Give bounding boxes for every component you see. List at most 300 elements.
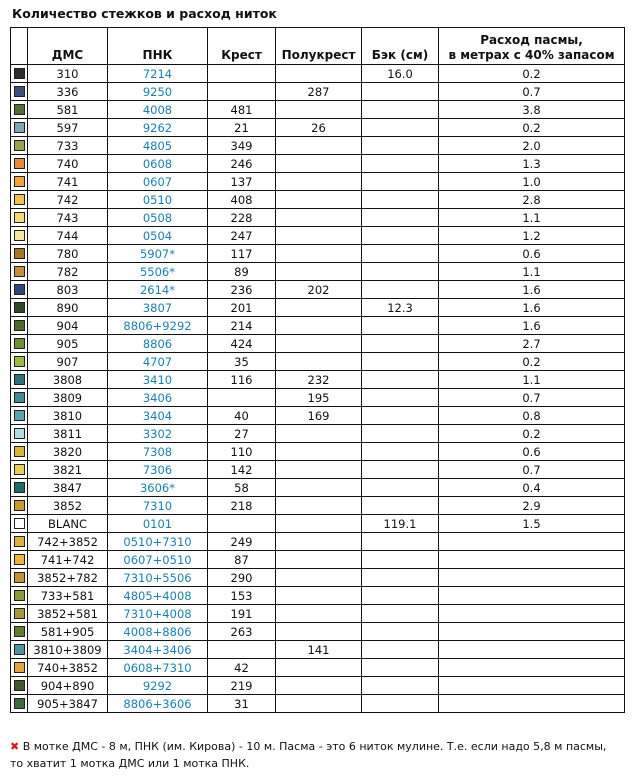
color-swatch: [14, 626, 25, 637]
table-row: [11, 533, 625, 551]
color-swatch: [14, 194, 25, 205]
cell-half-cross: [276, 425, 362, 443]
cell-cross: 228: [208, 209, 276, 227]
cell-dmc: BLANC: [28, 515, 108, 533]
cell-cross: 21: [208, 119, 276, 137]
table-row: [11, 263, 625, 281]
cell-pnk: 5907*: [108, 245, 208, 263]
cell-usage: 0.8: [439, 407, 625, 425]
cell-pnk: 7306: [108, 461, 208, 479]
color-swatch: [14, 248, 25, 259]
cell-half-cross: 232: [276, 371, 362, 389]
table-row: [11, 641, 625, 659]
cell-backstitch: [362, 569, 439, 587]
table-row: [11, 479, 625, 497]
table-row: [11, 551, 625, 569]
cross-mark-icon: ✖: [10, 740, 20, 753]
cell-pnk: 3406: [108, 389, 208, 407]
header-dmc: ДМС: [28, 28, 108, 65]
table-row: [11, 137, 625, 155]
cell-swatch: [11, 137, 28, 155]
cell-cross: 424: [208, 335, 276, 353]
cell-backstitch: [362, 461, 439, 479]
cell-half-cross: [276, 65, 362, 83]
cell-pnk: 4008: [108, 101, 208, 119]
cell-backstitch: [362, 245, 439, 263]
cell-pnk: 3404: [108, 407, 208, 425]
table-row: [11, 623, 625, 641]
cell-dmc: 3810+3809: [28, 641, 108, 659]
cell-pnk: 4805+4008: [108, 587, 208, 605]
color-swatch: [14, 698, 25, 709]
cell-dmc: 907: [28, 353, 108, 371]
cell-swatch: [11, 695, 28, 713]
cell-half-cross: [276, 551, 362, 569]
color-swatch: [14, 356, 25, 367]
cell-half-cross: [276, 191, 362, 209]
cell-backstitch: [362, 533, 439, 551]
cell-pnk: 5506*: [108, 263, 208, 281]
cell-dmc: 904+890: [28, 677, 108, 695]
cell-pnk: 3302: [108, 425, 208, 443]
table-row: [11, 227, 625, 245]
cell-half-cross: [276, 245, 362, 263]
color-swatch: [14, 572, 25, 583]
cell-usage: 1.5: [439, 515, 625, 533]
cell-usage: 2.8: [439, 191, 625, 209]
cell-half-cross: [276, 137, 362, 155]
thread-usage-table: [10, 27, 625, 713]
color-swatch: [14, 122, 25, 133]
cell-swatch: [11, 101, 28, 119]
cell-swatch: [11, 209, 28, 227]
cell-half-cross: [276, 299, 362, 317]
color-swatch: [14, 68, 25, 79]
cell-usage: 1.3: [439, 155, 625, 173]
cell-half-cross: 169: [276, 407, 362, 425]
header-half-cross: Полукрест: [276, 28, 362, 65]
cell-dmc: 740+3852: [28, 659, 108, 677]
color-swatch: [14, 428, 25, 439]
cell-usage: 1.2: [439, 227, 625, 245]
cell-dmc: 3852+782: [28, 569, 108, 587]
cell-cross: 117: [208, 245, 276, 263]
cell-half-cross: [276, 569, 362, 587]
cell-pnk: 9250: [108, 83, 208, 101]
cell-usage: 3.8: [439, 101, 625, 119]
cell-dmc: 803: [28, 281, 108, 299]
cell-pnk: 0510+7310: [108, 533, 208, 551]
cell-usage: 0.2: [439, 425, 625, 443]
table-row: [11, 101, 625, 119]
color-swatch: [14, 608, 25, 619]
cell-backstitch: [362, 119, 439, 137]
cell-pnk: 0608+7310: [108, 659, 208, 677]
cell-dmc: 3809: [28, 389, 108, 407]
cell-usage: [439, 641, 625, 659]
cell-half-cross: 202: [276, 281, 362, 299]
cell-half-cross: [276, 515, 362, 533]
cell-dmc: 740: [28, 155, 108, 173]
cell-pnk: 8806: [108, 335, 208, 353]
cell-swatch: [11, 407, 28, 425]
cell-dmc: 597: [28, 119, 108, 137]
color-swatch: [14, 104, 25, 115]
table-row: [11, 119, 625, 137]
cell-usage: 0.7: [439, 389, 625, 407]
cell-backstitch: [362, 263, 439, 281]
table-row: [11, 335, 625, 353]
cell-usage: [439, 551, 625, 569]
cell-cross: [208, 389, 276, 407]
cell-dmc: 905+3847: [28, 695, 108, 713]
cell-half-cross: [276, 173, 362, 191]
cell-half-cross: [276, 209, 362, 227]
cell-swatch: [11, 497, 28, 515]
cell-swatch: [11, 569, 28, 587]
color-swatch: [14, 140, 25, 151]
table-row: [11, 407, 625, 425]
cell-pnk: 4805: [108, 137, 208, 155]
cell-cross: [208, 65, 276, 83]
cell-backstitch: [362, 425, 439, 443]
cell-cross: 246: [208, 155, 276, 173]
cell-dmc: 3821: [28, 461, 108, 479]
color-swatch: [14, 680, 25, 691]
cell-dmc: 3811: [28, 425, 108, 443]
cell-backstitch: [362, 371, 439, 389]
cell-dmc: 3820: [28, 443, 108, 461]
table-row: [11, 209, 625, 227]
cell-swatch: [11, 659, 28, 677]
cell-swatch: [11, 191, 28, 209]
cell-half-cross: [276, 443, 362, 461]
cell-swatch: [11, 533, 28, 551]
cell-dmc: 744: [28, 227, 108, 245]
color-swatch: [14, 446, 25, 457]
table-row: [11, 497, 625, 515]
table-row: [11, 605, 625, 623]
cell-backstitch: [362, 101, 439, 119]
cell-dmc: 336: [28, 83, 108, 101]
cell-swatch: [11, 371, 28, 389]
cell-swatch: [11, 443, 28, 461]
cell-swatch: [11, 353, 28, 371]
cell-usage: 1.6: [439, 281, 625, 299]
cell-backstitch: 119.1: [362, 515, 439, 533]
cell-backstitch: [362, 497, 439, 515]
cell-usage: [439, 605, 625, 623]
table-row: [11, 695, 625, 713]
table-row: [11, 353, 625, 371]
cell-usage: [439, 569, 625, 587]
cell-pnk: 3807: [108, 299, 208, 317]
cell-dmc: 733+581: [28, 587, 108, 605]
cell-usage: [439, 695, 625, 713]
cell-swatch: [11, 479, 28, 497]
cell-backstitch: [362, 281, 439, 299]
cell-usage: 0.2: [439, 65, 625, 83]
cell-dmc: 581+905: [28, 623, 108, 641]
cell-pnk: 4008+8806: [108, 623, 208, 641]
cell-swatch: [11, 299, 28, 317]
table-row: [11, 281, 625, 299]
cell-swatch: [11, 155, 28, 173]
cell-usage: 0.6: [439, 443, 625, 461]
color-swatch: [14, 536, 25, 547]
header-usage-line2: в метрах с 40% запасом: [448, 48, 615, 62]
cell-cross: [208, 83, 276, 101]
cell-pnk: 9292: [108, 677, 208, 695]
table-row: [11, 83, 625, 101]
cell-cross: 349: [208, 137, 276, 155]
footnote: [10, 738, 630, 772]
cell-backstitch: [362, 317, 439, 335]
cell-dmc: 782: [28, 263, 108, 281]
cell-cross: 214: [208, 317, 276, 335]
cell-pnk: 7310+4008: [108, 605, 208, 623]
cell-half-cross: [276, 155, 362, 173]
cell-swatch: [11, 335, 28, 353]
cell-cross: 153: [208, 587, 276, 605]
color-swatch: [14, 464, 25, 475]
cell-swatch: [11, 65, 28, 83]
cell-half-cross: [276, 677, 362, 695]
cell-cross: 201: [208, 299, 276, 317]
cell-cross: 290: [208, 569, 276, 587]
cell-cross: 191: [208, 605, 276, 623]
cell-pnk: 3404+3406: [108, 641, 208, 659]
cell-swatch: [11, 281, 28, 299]
cell-backstitch: [362, 173, 439, 191]
cell-cross: 27: [208, 425, 276, 443]
header-row: [11, 28, 625, 65]
header-swatch: [11, 28, 28, 65]
cell-backstitch: [362, 479, 439, 497]
table-row: [11, 569, 625, 587]
cell-dmc: 310: [28, 65, 108, 83]
page-title: Количество стежков и расход ниток: [12, 6, 277, 21]
cell-cross: 408: [208, 191, 276, 209]
cell-half-cross: [276, 335, 362, 353]
cell-cross: 40: [208, 407, 276, 425]
cell-swatch: [11, 119, 28, 137]
cell-pnk: 0510: [108, 191, 208, 209]
cell-cross: [208, 641, 276, 659]
table-row: [11, 515, 625, 533]
cell-usage: 2.7: [439, 335, 625, 353]
cell-half-cross: [276, 479, 362, 497]
cell-dmc: 743: [28, 209, 108, 227]
cell-half-cross: [276, 353, 362, 371]
color-swatch: [14, 284, 25, 295]
cell-swatch: [11, 389, 28, 407]
cell-dmc: 780: [28, 245, 108, 263]
cell-pnk: 0504: [108, 227, 208, 245]
cell-dmc: 3808: [28, 371, 108, 389]
cell-swatch: [11, 425, 28, 443]
cell-dmc: 3852: [28, 497, 108, 515]
table-row: [11, 371, 625, 389]
header-pnk: ПНК: [108, 28, 208, 65]
cell-usage: 1.1: [439, 263, 625, 281]
cell-pnk: 4707: [108, 353, 208, 371]
cell-usage: 1.6: [439, 317, 625, 335]
cell-dmc: 3847: [28, 479, 108, 497]
color-swatch: [14, 302, 25, 313]
cell-cross: 31: [208, 695, 276, 713]
cell-half-cross: [276, 623, 362, 641]
cell-swatch: [11, 317, 28, 335]
cell-pnk: 0608: [108, 155, 208, 173]
table-row: [11, 299, 625, 317]
table-row: [11, 65, 625, 83]
color-swatch: [14, 482, 25, 493]
cell-swatch: [11, 587, 28, 605]
color-swatch: [14, 338, 25, 349]
cell-swatch: [11, 623, 28, 641]
cell-backstitch: [362, 191, 439, 209]
cell-backstitch: [362, 641, 439, 659]
cell-half-cross: [276, 605, 362, 623]
cell-usage: [439, 677, 625, 695]
cell-cross: 116: [208, 371, 276, 389]
table-row: [11, 191, 625, 209]
cell-cross: 87: [208, 551, 276, 569]
cell-backstitch: [362, 137, 439, 155]
color-swatch: [14, 266, 25, 277]
cell-pnk: 0101: [108, 515, 208, 533]
cell-pnk: 3410: [108, 371, 208, 389]
cell-usage: [439, 587, 625, 605]
cell-dmc: 904: [28, 317, 108, 335]
color-swatch: [14, 320, 25, 331]
cell-swatch: [11, 173, 28, 191]
cell-backstitch: [362, 389, 439, 407]
cell-half-cross: [276, 263, 362, 281]
cell-pnk: 9262: [108, 119, 208, 137]
cell-backstitch: [362, 155, 439, 173]
color-swatch: [14, 158, 25, 169]
cell-cross: 58: [208, 479, 276, 497]
color-swatch: [14, 212, 25, 223]
cell-swatch: [11, 677, 28, 695]
cell-pnk: 7310+5506: [108, 569, 208, 587]
cell-backstitch: 16.0: [362, 65, 439, 83]
cell-dmc: 3810: [28, 407, 108, 425]
cell-swatch: [11, 551, 28, 569]
color-swatch: [14, 500, 25, 511]
cell-half-cross: [276, 227, 362, 245]
table-row: [11, 389, 625, 407]
table-row: [11, 587, 625, 605]
cell-swatch: [11, 605, 28, 623]
cell-backstitch: [362, 227, 439, 245]
cell-half-cross: [276, 101, 362, 119]
color-swatch: [14, 410, 25, 421]
cell-backstitch: [362, 209, 439, 227]
cell-backstitch: [362, 551, 439, 569]
cell-pnk: 7214: [108, 65, 208, 83]
cell-cross: 236: [208, 281, 276, 299]
table-row: [11, 245, 625, 263]
cell-usage: 1.6: [439, 299, 625, 317]
cell-half-cross: 195: [276, 389, 362, 407]
cell-half-cross: [276, 317, 362, 335]
cell-usage: 2.0: [439, 137, 625, 155]
table-body: [11, 65, 625, 713]
cell-dmc: 741+742: [28, 551, 108, 569]
cell-backstitch: [362, 587, 439, 605]
cell-usage: 1.0: [439, 173, 625, 191]
header-backstitch: Бэк (см): [362, 28, 439, 65]
cell-pnk: 7310: [108, 497, 208, 515]
cell-backstitch: [362, 695, 439, 713]
cell-usage: [439, 533, 625, 551]
cell-dmc: 3852+581: [28, 605, 108, 623]
color-swatch: [14, 644, 25, 655]
table-row: [11, 677, 625, 695]
cell-swatch: [11, 245, 28, 263]
color-swatch: [14, 392, 25, 403]
cell-backstitch: [362, 443, 439, 461]
cell-usage: [439, 623, 625, 641]
cell-swatch: [11, 641, 28, 659]
cell-pnk: 2614*: [108, 281, 208, 299]
color-swatch: [14, 554, 25, 565]
footnote-line2: то хватит 1 мотка ДМС или 1 мотка ПНК.: [10, 757, 250, 770]
cell-dmc: 742: [28, 191, 108, 209]
cell-half-cross: [276, 497, 362, 515]
cell-usage: 0.2: [439, 353, 625, 371]
cell-swatch: [11, 83, 28, 101]
table-row: [11, 173, 625, 191]
color-swatch: [14, 230, 25, 241]
cell-backstitch: [362, 353, 439, 371]
cell-cross: 110: [208, 443, 276, 461]
cell-cross: 218: [208, 497, 276, 515]
cell-usage: 1.1: [439, 371, 625, 389]
cell-pnk: 0607: [108, 173, 208, 191]
color-swatch: [14, 86, 25, 97]
cell-cross: 142: [208, 461, 276, 479]
cell-half-cross: 26: [276, 119, 362, 137]
color-swatch: [14, 518, 25, 529]
cell-cross: 247: [208, 227, 276, 245]
cell-cross: 481: [208, 101, 276, 119]
color-swatch: [14, 590, 25, 601]
cell-swatch: [11, 461, 28, 479]
cell-backstitch: [362, 659, 439, 677]
cell-usage: 2.9: [439, 497, 625, 515]
cell-half-cross: [276, 695, 362, 713]
cell-cross: 89: [208, 263, 276, 281]
cell-cross: 137: [208, 173, 276, 191]
cell-backstitch: [362, 623, 439, 641]
cell-usage: 0.7: [439, 83, 625, 101]
footnote-line1: В мотке ДМС - 8 м, ПНК (им. Кирова) - 10 м. Пасма - это 6 ниток мулине. Т.е. если надо 5,8 м пасмы,: [22, 740, 607, 753]
cell-half-cross: [276, 659, 362, 677]
cell-swatch: [11, 263, 28, 281]
table-row: [11, 425, 625, 443]
cell-dmc: 742+3852: [28, 533, 108, 551]
header-usage-line1: Расход пасмы,: [480, 33, 583, 47]
cell-backstitch: [362, 677, 439, 695]
cell-backstitch: 12.3: [362, 299, 439, 317]
table-row: [11, 443, 625, 461]
cell-cross: 219: [208, 677, 276, 695]
cell-dmc: 733: [28, 137, 108, 155]
